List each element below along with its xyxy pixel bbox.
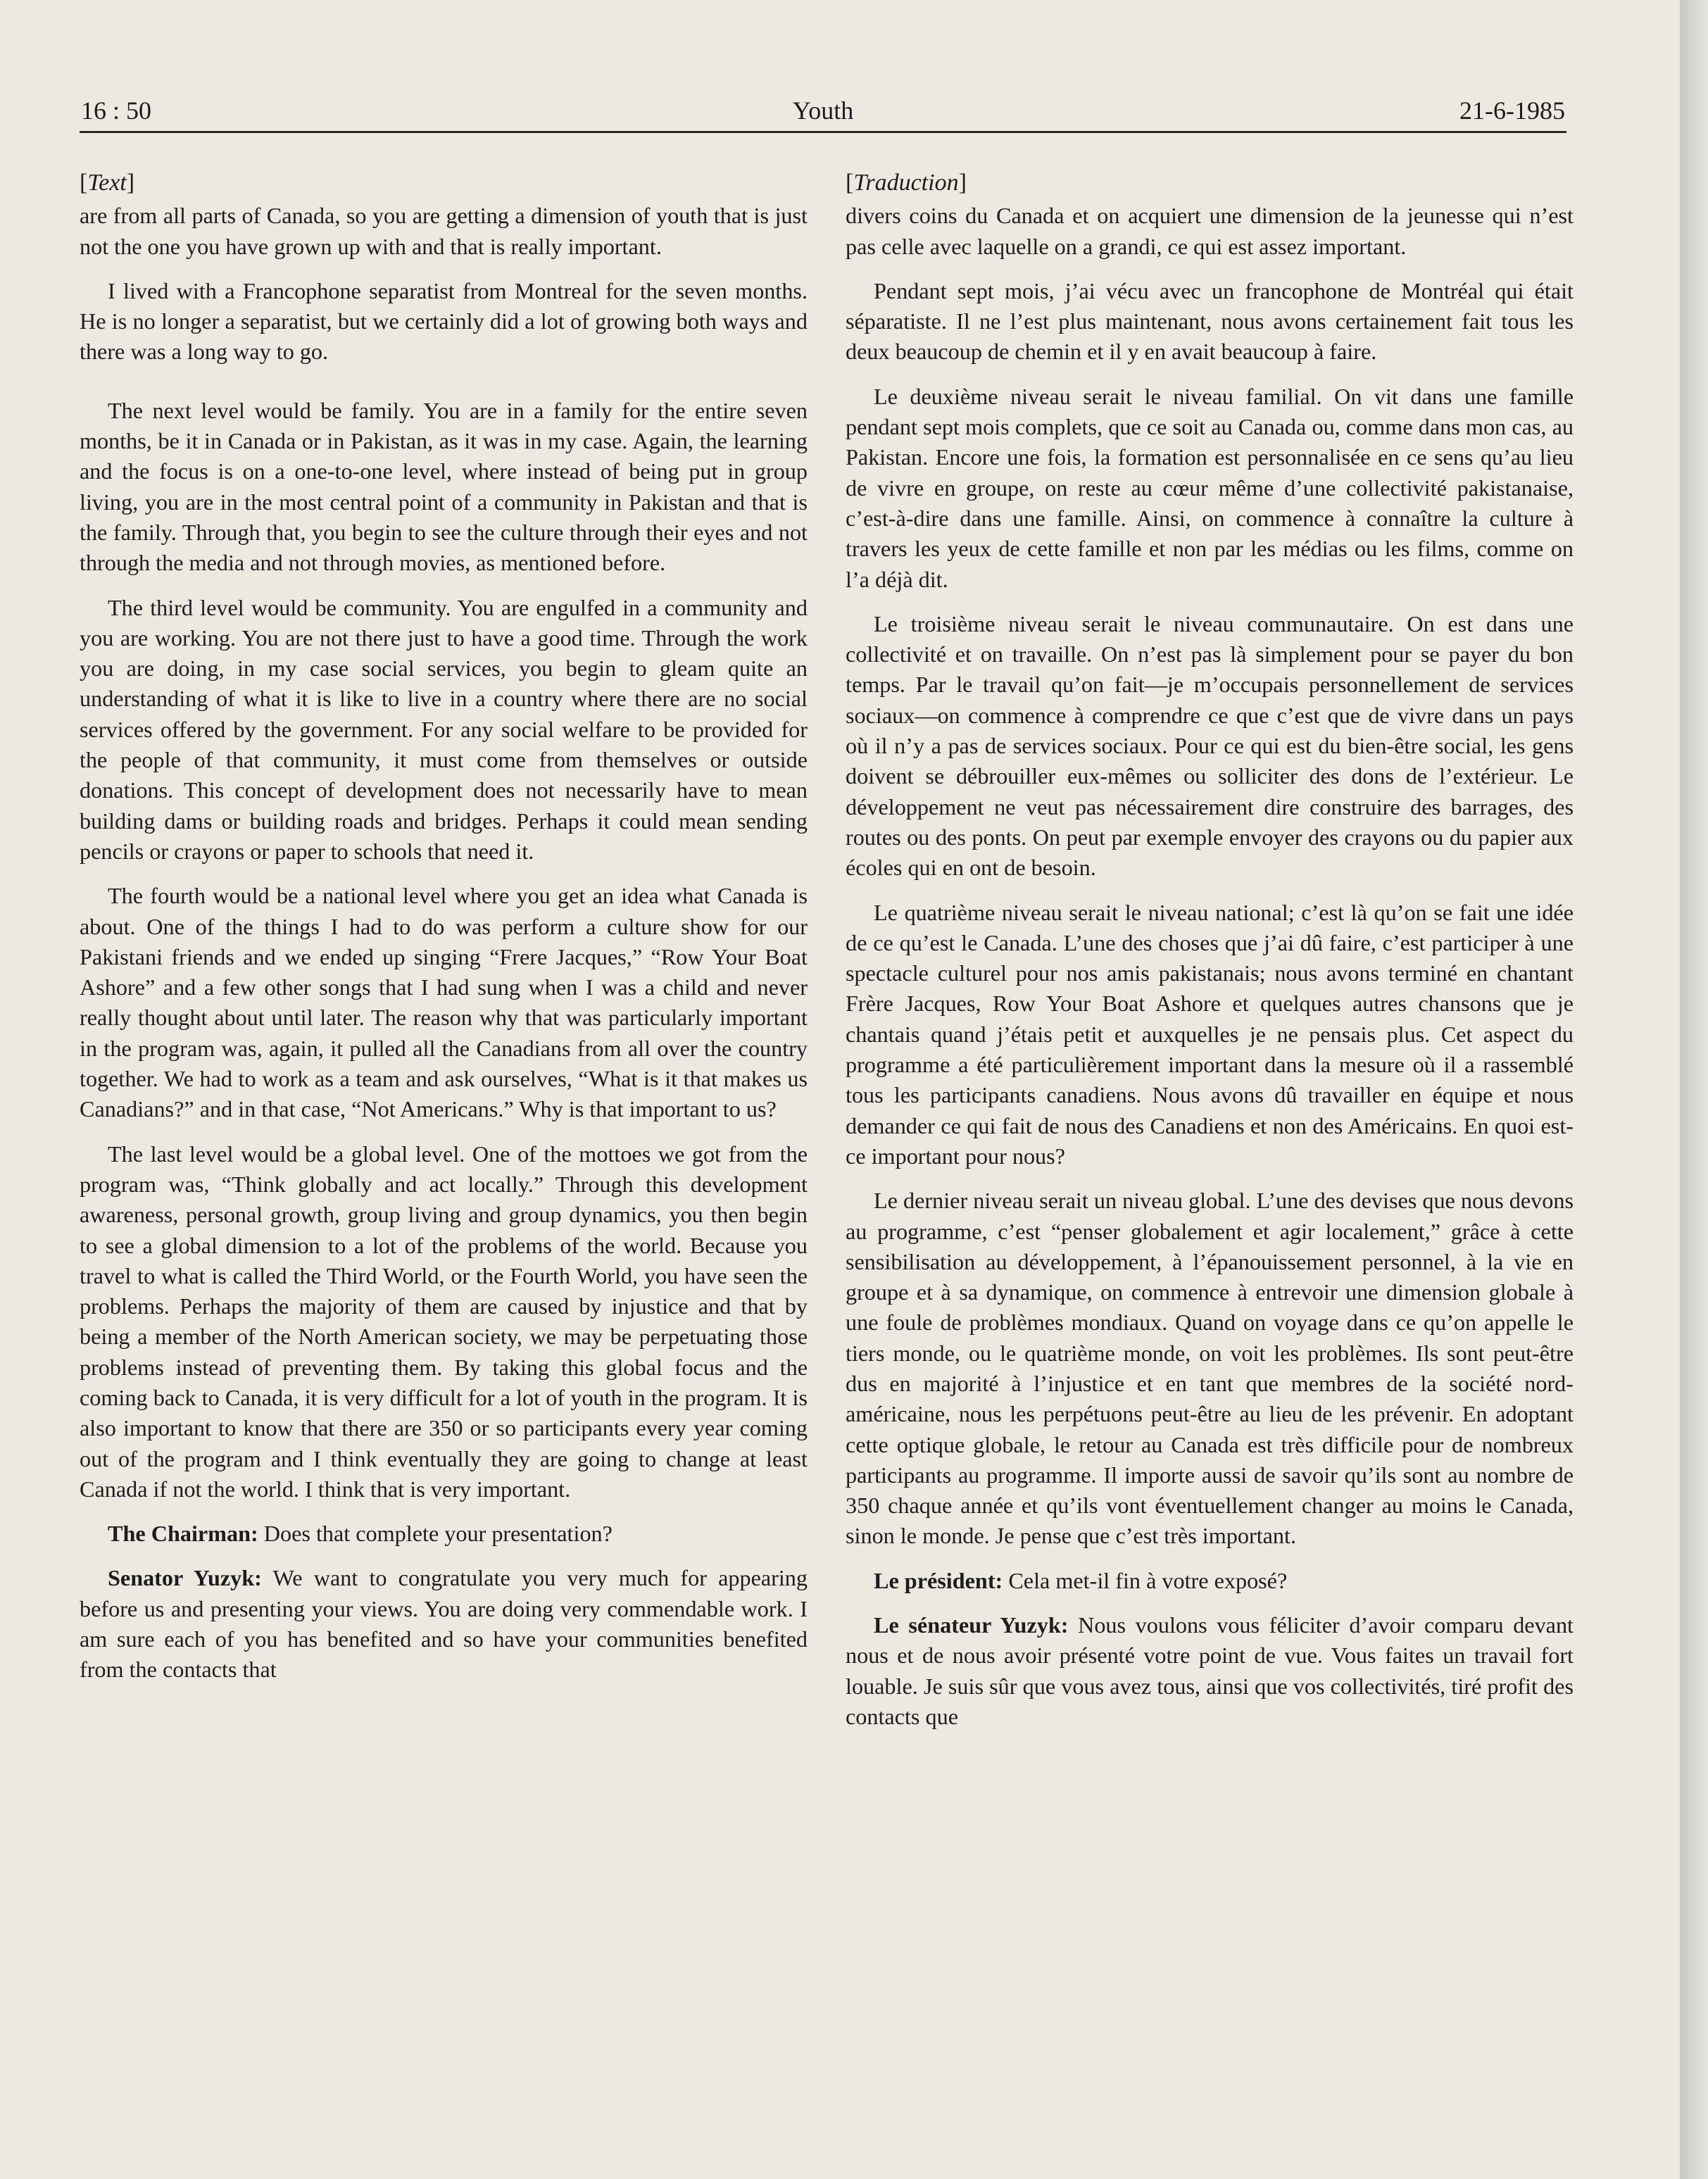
paragraph: are from all parts of Canada, so you are getting a dimension of youth that is just not the one you have grown up with and that is really important.	[80, 203, 808, 259]
page-edge	[1680, 0, 1708, 2179]
paragraph: The next level would be family. You are in a family for the entire seven months, be it in Canada or in Pakistan, as it was in my case. Again, the learning and the focus is on a one-to-one level, where instead of being put in group living, you are in the most central point of a community in Pakistan and that is the family. Through that, you begin to see the culture through their eyes and not through the media and not through movies, as mentioned before.	[80, 397, 808, 576]
speaker-name: Le sénateur Yuzyk:	[874, 1612, 1069, 1638]
column-label-text: [Text]	[80, 170, 135, 196]
page-date: 21-6-1985	[1459, 96, 1565, 125]
column-label-traduction: [Traduction]	[846, 170, 967, 196]
senator-remarks: Senator Yuzyk: We want to congratulate you very much for appearing before us and presenting your views. You are doing very commendable work. I am sure each of you has benefited and so have your communities benefited from the contacts that	[80, 1565, 808, 1683]
chairman-question: Le président: Cela met-il fin à votre exposé?	[874, 1567, 1288, 1593]
page-header	[80, 93, 1566, 133]
page-number: 16 : 50	[81, 96, 152, 125]
paragraph: The last level would be a global level. One of the mottoes we got from the program was, “Think globally and act locally.” Through this development awareness, personal growth, group living and group dynamics, you then begin to see a global dimension to a lot of the problems of the world. Because you travel to what is called the Third World, or the Fourth World, you have seen the problems. Perhaps the majority of them are caused by injustice and that by being a member of the North American society, we may be perpetuating those problems instead of preventing them. By taking this global focus and the coming back to Canada, it is very difficult for a lot of youth in the program. It is also important to know that there are 350 or so participants every year coming out of the program and I think eventually they are going to change at least Canada if not the world. I think that is very important.	[80, 1141, 808, 1502]
french-column	[846, 168, 1574, 1746]
english-column	[80, 168, 808, 1700]
paragraph: Le quatrième niveau serait le niveau national; c’est là qu’on se fait une idée de ce qu’est le Canada. L’une des choses que j’ai dû faire, c’est participer à une spectacle culturel pour nos amis pakistanais; nous avons terminé en chantant Frère Jacques, Row Your Boat Ashore et quelques autres chansons que je chantais quand j’étais petit et auxquelles je ne pensais plus. Cet aspect du programme a été particulièrement important dans la mesure où il a rassemblé tous les participants canadiens. Nous avons dû travailler en équipe et nous demander ce qui fait de nous des Canadiens et non des Américains. En quoi est-ce important pour nous?	[846, 899, 1574, 1169]
speaker-name: Le président:	[874, 1567, 1003, 1593]
paragraph: Pendant sept mois, j’ai vécu avec un francophone de Montréal qui était séparatiste. Il ne l’est plus maintenant, nous avons certainement fait tous les deux beaucoup de chemin et il y en avait beaucoup à faire.	[846, 277, 1574, 365]
senator-remarks: Le sénateur Yuzyk: Nous voulons vous féliciter d’avoir comparu devant nous et de nous avoir présenté votre point de vue. Vous faites un travail fort louable. Je suis sûr que vous avez tous, ainsi que vos collectivités, tiré profit des contacts que	[846, 1612, 1574, 1729]
speaker-name: Senator Yuzyk:	[108, 1565, 262, 1591]
paragraph: The fourth would be a national level where you get an idea what Canada is about. One of the things I had to do was perform a culture show for our Pakistani friends and we ended up singing “Frere Jacques,” “Row Your Boat Ashore” and a few other songs that I had sung when I was a child and never really thought about until later. The reason why that was particularly important in the program was, again, it pulled all the Canadians from all over the country together. We had to work as a team and ask ourselves, “What is it that makes us Canadians?” and in that case, “Not Americans.” Why is that important to us?	[80, 883, 808, 1122]
paragraph: divers coins du Canada et on acquiert une dimension de la jeunesse qui n’est pas celle avec laquelle on a grandi, ce qui est assez important.	[846, 203, 1574, 259]
paragraph: The third level would be community. You are engulfed in a community and you are working. You are not there just to have a good time. Through the work you are doing, in my case social services, you begin to gleam quite an understanding of what it is like to live in a country where there are no social services offered by the government. For any social welfare to be provided for the people of that community, it must come from themselves or outside donations. This concept of development does not necessarily have to mean building dams or building roads and bridges. Perhaps it could mean sending pencils or crayons or paper to schools that need it.	[80, 594, 808, 864]
speaker-name: The Chairman:	[108, 1521, 258, 1547]
paragraph: Le deuxième niveau serait le niveau familial. On vit dans une famille pendant sept mois complets, que ce soit au Canada ou, comme dans mon cas, au Pakistan. Encore une fois, la formation est personnalisée en ce sens qu’au lieu de vivre en groupe, on reste au cœur même d’une collectivité pakistanaise, c’est-à-dire dans une famille. Ainsi, on commence à connaître la culture à travers les yeux de cette famille et non par les médias ou les films, comme on l’a déjà dit.	[846, 383, 1574, 592]
paragraph: I lived with a Francophone separatist from Montreal for the seven months. He is no longer a separatist, but we certainly did a lot of growing both ways and there was a long way to go.	[80, 277, 808, 365]
paragraph: Le dernier niveau serait un niveau global. L’une des devises que nous devons au programme, c’est “penser globalement et agir localement,” grâce à cette sensibilisation au développement, à l’épanouissement personnel, à la vie en groupe et à sa dynamique, on commence à entrevoir une dimension globale à une foule de problèmes mondiaux. Quand on voyage dans ce qu’on appelle le tiers monde, ou le quatrième monde, on voit les problèmes. Ils sont peut-être dus en majorité à l’injustice et en tant que membres de la société nord-américaine, nous les perpétuons peut-être au lieu de les prévenir. En adoptant cette optique globale, le retour au Canada est très difficile pour de nombreux participants au programme. Il importe aussi de savoir qu’ils sont au nombre de 350 chaque année et qu’ils vont éventuellement changer au moins le Canada, sinon le monde. Je pense que c’est très important.	[846, 1188, 1574, 1549]
chairman-question: The Chairman: Does that complete your presentation?	[108, 1521, 613, 1547]
paragraph: Le troisième niveau serait le niveau communautaire. On est dans une collectivité et on travaille. On n’est pas là simplement pour se payer du bon temps. Par le travail qu’on fait—je m’occupais personnellement de services sociaux—on commence à comprendre ce que c’est que de vivre dans un pays où il n’y a pas de services sociaux. Pour ce qui est du bien-être social, les gens doivent se débrouiller eux-mêmes ou solliciter des dons de l’extérieur. Le développement ne veut pas nécessairement dire construire des barrages, des routes ou des ponts. On peut par exemple envoyer des crayons ou du papier aux écoles qui en ont de besoin.	[846, 610, 1574, 881]
running-title: Youth	[792, 96, 854, 125]
